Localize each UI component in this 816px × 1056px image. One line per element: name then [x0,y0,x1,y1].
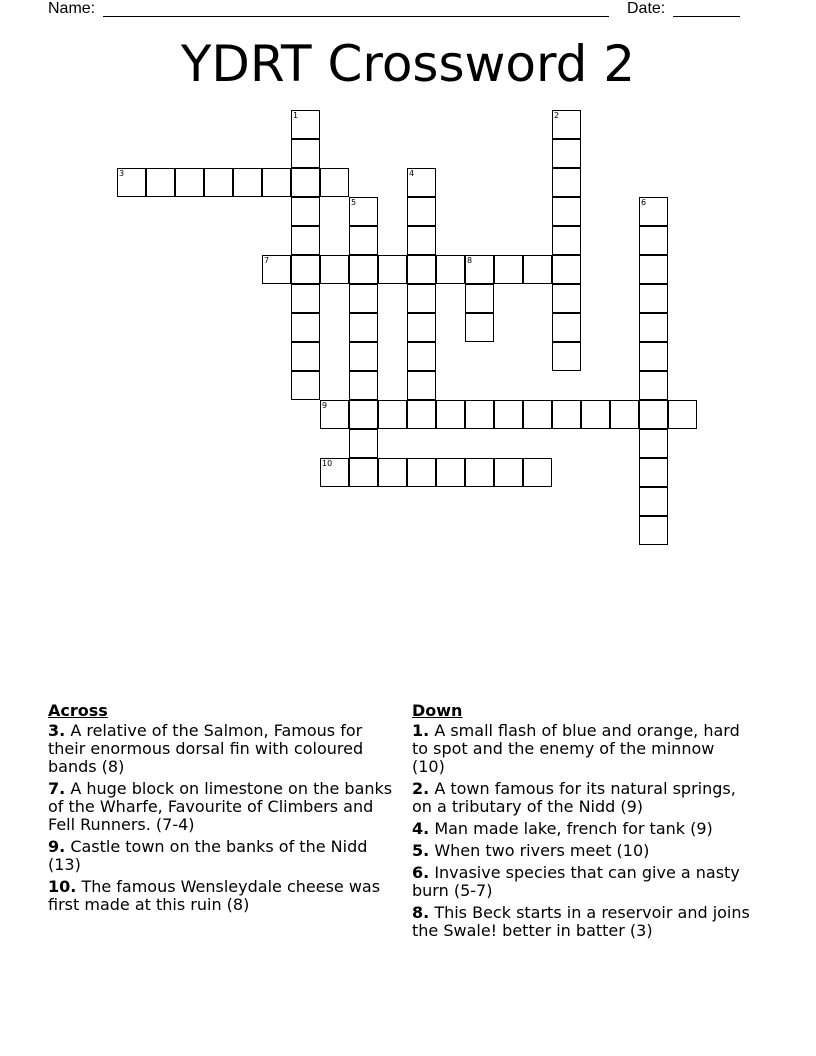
crossword-cell[interactable] [349,313,378,342]
crossword-cell[interactable] [494,458,523,487]
crossword-cell[interactable] [204,168,233,197]
clue-text: The famous Wensleydale cheese was first made at this ruin (8) [48,877,381,914]
crossword-cell[interactable] [349,284,378,313]
crossword-cell[interactable] [407,342,436,371]
crossword-cell[interactable] [639,313,668,342]
crossword-cell[interactable] [639,458,668,487]
crossword-cell[interactable] [494,255,523,284]
clue-number: 1. [412,721,430,740]
clue-text: A small flash of blue and orange, hard to spot and the enemy of the minnow (10) [412,721,740,776]
clue-number: 3. [48,721,66,740]
cell-number: 4 [409,169,415,178]
crossword-cell[interactable] [349,226,378,255]
crossword-cell[interactable] [552,255,581,284]
clue-down-6 [412,864,752,900]
crossword-cell[interactable] [291,313,320,342]
crossword-cell[interactable] [291,342,320,371]
clue-text: When two rivers meet (10) [434,841,650,860]
crossword-cell[interactable] [552,400,581,429]
cell-number: 3 [119,169,125,178]
crossword-cell[interactable] [320,168,349,197]
crossword-cell[interactable] [320,400,349,429]
crossword-cell[interactable] [407,458,436,487]
crossword-cell[interactable] [465,313,494,342]
crossword-cell[interactable] [349,458,378,487]
down-clues [412,702,752,944]
crossword-cell[interactable] [610,400,639,429]
crossword-cell[interactable] [523,255,552,284]
clue-down-2 [412,780,752,816]
crossword-cell[interactable] [320,458,349,487]
crossword-cell[interactable] [407,197,436,226]
crossword-cell[interactable] [465,255,494,284]
clue-text: This Beck starts in a reservoir and joins the Swale! better in batter (3) [412,903,750,940]
cell-number: 10 [322,459,333,468]
crossword-cell[interactable] [349,255,378,284]
clue-text: A town famous for its natural springs, on a tributary of the Nidd (9) [412,779,736,816]
crossword-cell[interactable] [639,400,668,429]
crossword-cell[interactable] [552,284,581,313]
crossword-cell[interactable] [291,168,320,197]
clue-text: Castle town on the banks of the Nidd (13) [48,837,368,874]
crossword-cell[interactable] [465,400,494,429]
clue-number: 9. [48,837,66,856]
crossword-cell[interactable] [407,400,436,429]
crossword-cell[interactable] [639,487,668,516]
crossword-cell[interactable] [378,458,407,487]
crossword-cell[interactable] [523,400,552,429]
crossword-cell[interactable] [175,168,204,197]
crossword-cell[interactable] [552,342,581,371]
crossword-cell[interactable] [552,226,581,255]
crossword-cell[interactable] [291,226,320,255]
page-title: YDRT Crossword 2 [180,35,636,93]
clue-number: 6. [412,863,430,882]
clue-text: A huge block on limestone on the banks of the Wharfe, Favourite of Climbers and Fell Runners. (7-4) [48,779,393,834]
clue-down-8 [412,904,752,940]
crossword-cell[interactable] [407,371,436,400]
crossword-cell[interactable] [552,110,581,139]
crossword-cell[interactable] [291,197,320,226]
across-heading: Across [48,701,108,720]
date-label: Date: [627,0,666,17]
crossword-cell[interactable] [465,458,494,487]
clue-number: 10. [48,877,77,896]
crossword-cell[interactable] [262,168,291,197]
crossword-cell[interactable] [407,284,436,313]
crossword-cell[interactable] [378,400,407,429]
clue-across-3 [48,722,400,776]
crossword-cell[interactable] [407,255,436,284]
crossword-cell[interactable] [668,400,697,429]
clue-number: 8. [412,903,430,922]
crossword-cell[interactable] [320,255,349,284]
cell-number: 9 [322,401,328,410]
crossword-cell[interactable] [552,197,581,226]
crossword-cell[interactable] [639,342,668,371]
clue-number: 4. [412,819,430,838]
crossword-cell[interactable] [291,110,320,139]
cell-number: 8 [467,256,473,265]
crossword-cell[interactable] [378,255,407,284]
crossword-cell[interactable] [349,400,378,429]
cell-number: 2 [554,111,560,120]
crossword-cell[interactable] [552,168,581,197]
cell-number: 7 [264,256,270,265]
crossword-cell[interactable] [146,168,175,197]
crossword-cell[interactable] [436,458,465,487]
clue-down-4 [412,820,752,838]
clue-number: 5. [412,841,430,860]
crossword-cell[interactable] [291,371,320,400]
crossword-cell[interactable] [262,255,291,284]
clue-text: A relative of the Salmon, Famous for their enormous dorsal fin with coloured bands (8) [48,721,364,776]
clue-number: 2. [412,779,430,798]
clue-number: 7. [48,779,66,798]
crossword-cell[interactable] [552,139,581,168]
crossword-cell[interactable] [349,371,378,400]
crossword-cell[interactable] [436,255,465,284]
crossword-cell[interactable] [436,400,465,429]
cell-number: 5 [351,198,357,207]
crossword-cell[interactable] [639,516,668,545]
clue-down-5 [412,842,752,860]
clue-text: Invasive species that can give a nasty burn (5-7) [412,863,740,900]
crossword-cell[interactable] [639,255,668,284]
cell-number: 6 [641,198,647,207]
crossword-cell[interactable] [291,139,320,168]
clue-down-1 [412,722,752,776]
crossword-cell[interactable] [494,400,523,429]
across-clues [48,702,400,918]
crossword-cell[interactable] [349,197,378,226]
clue-across-7 [48,780,400,834]
down-heading: Down [412,701,463,720]
crossword-cell[interactable] [233,168,262,197]
crossword-cell[interactable] [639,226,668,255]
crossword-cell[interactable] [639,284,668,313]
crossword-cell[interactable] [581,400,610,429]
crossword-cell[interactable] [407,313,436,342]
cell-number: 1 [293,111,299,120]
crossword-cell[interactable] [349,429,378,458]
crossword-cell[interactable] [552,313,581,342]
crossword-cell[interactable] [639,429,668,458]
crossword-cell[interactable] [349,342,378,371]
name-label: Name: [48,0,96,17]
crossword-cell[interactable] [291,255,320,284]
crossword-cell[interactable] [407,226,436,255]
clue-across-9 [48,838,400,874]
crossword-cell[interactable] [639,197,668,226]
crossword-cell[interactable] [407,168,436,197]
crossword-cell[interactable] [117,168,146,197]
clue-text: Man made lake, french for tank (9) [434,819,713,838]
clue-across-10 [48,878,400,914]
crossword-cell[interactable] [639,371,668,400]
crossword-cell[interactable] [465,284,494,313]
crossword-cell[interactable] [291,284,320,313]
crossword-cell[interactable] [523,458,552,487]
